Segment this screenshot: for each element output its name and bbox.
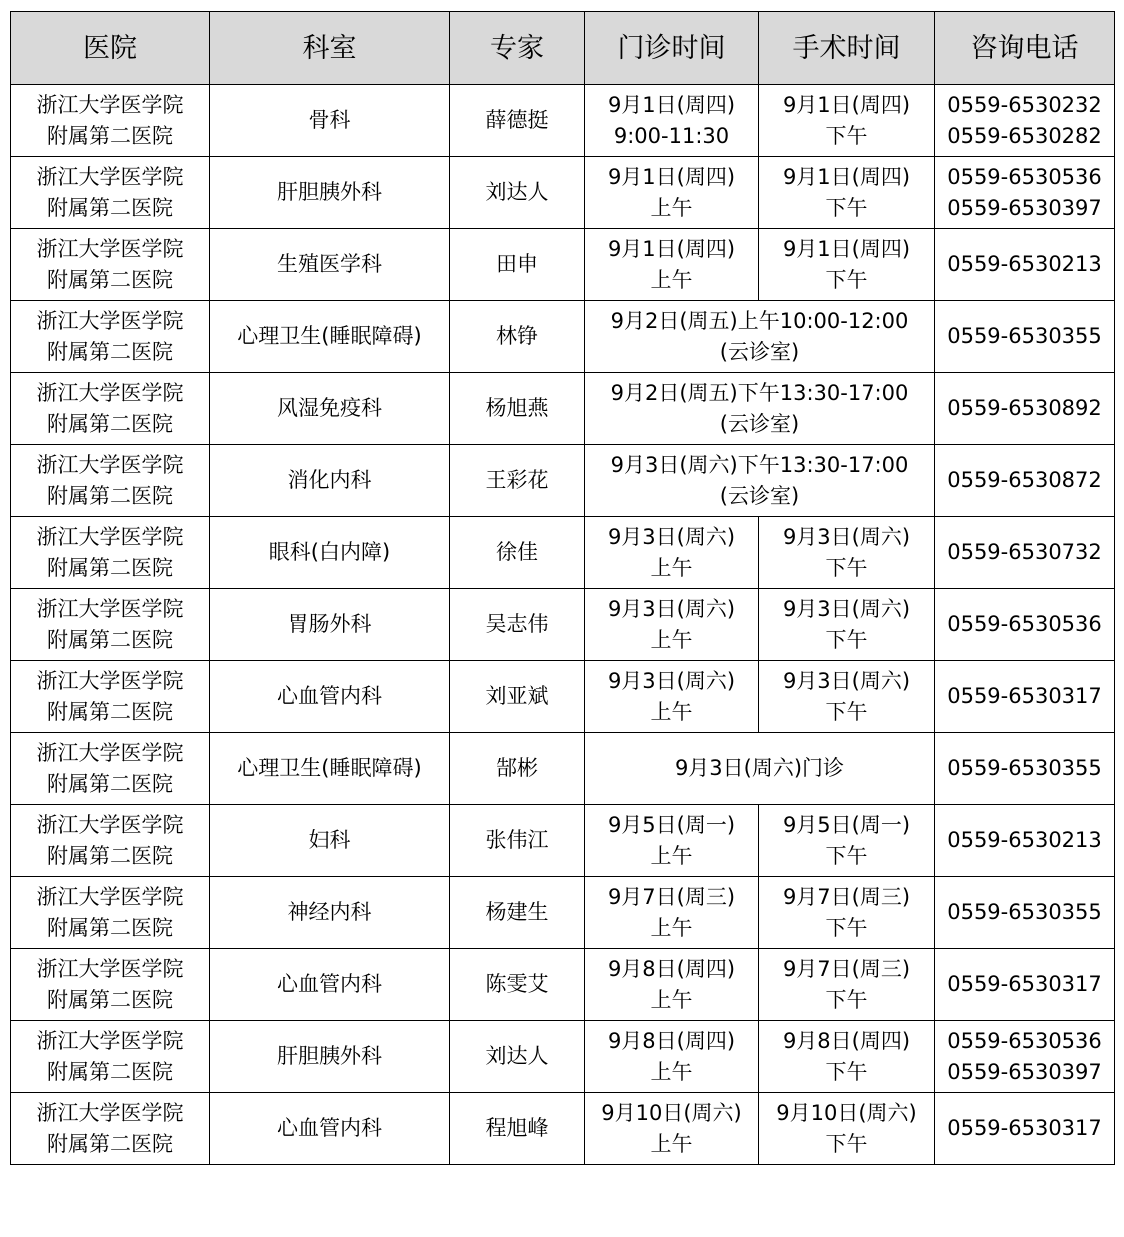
department-cell: 心血管内科 [210,661,450,733]
expert-cell: 刘达人 [450,1021,585,1093]
surgery-time-cell-line: 下午 [825,1059,868,1084]
department-cell: 心理卫生(睡眠障碍) [210,733,450,805]
phone-cell-line: 0559-6530397 [947,195,1102,220]
surgery-time-cell-line: 9月3日(周六) [782,668,911,693]
table-row [11,85,1115,157]
clinic-time-cell [585,229,759,301]
clinic-time-cell [585,877,759,949]
hospital-cell [11,589,210,661]
phone-cell [935,805,1115,877]
hospital-cell-line: 浙江大学医学院 [36,236,184,261]
phone-cell [935,517,1115,589]
hospital-cell-line: 浙江大学医学院 [36,92,184,117]
department-cell: 心血管内科 [210,1093,450,1165]
hospital-cell [11,229,210,301]
phone-cell [935,157,1115,229]
hospital-cell-line: 附属第二医院 [47,267,173,292]
header-row [11,12,1115,85]
hospital-cell-line: 浙江大学医学院 [36,1028,184,1053]
phone-cell-line: 0559-6530892 [947,396,1102,420]
phone-cell-line: 0559-6530397 [947,1059,1102,1084]
expert-cell: 田申 [450,229,585,301]
clinic-time-cell-line: 9月1日(周四) [607,236,736,261]
surgery-time-cell-line: 下午 [825,699,868,724]
department-cell: 妇科 [210,805,450,877]
department-cell: 消化内科 [210,445,450,517]
hospital-cell [11,517,210,589]
phone-cell-line: 0559-6530213 [947,828,1102,852]
hospital-cell [11,1021,210,1093]
clinic-time-cell [585,805,759,877]
clinic-time-cell-line: 上午 [650,1059,693,1084]
hospital-cell [11,85,210,157]
table-row [11,949,1115,1021]
header-expert: 专家 [450,12,585,85]
surgery-time-cell-line: 9月1日(周四) [782,92,911,117]
hospital-cell-line: 附属第二医院 [47,1131,173,1156]
hospital-cell-line: 附属第二医院 [47,843,173,868]
table-row [11,229,1115,301]
phone-cell-line: 0559-6530872 [947,468,1102,492]
hospital-cell-line: 附属第二医院 [47,555,173,580]
expert-cell: 刘达人 [450,157,585,229]
hospital-cell-line: 浙江大学医学院 [36,740,184,765]
department-cell: 眼科(白内障) [210,517,450,589]
clinic-time-cell-line: 上午 [650,195,693,220]
surgery-time-cell-line: 下午 [825,1131,868,1156]
surgery-time-cell-line: 下午 [825,627,868,652]
table-row [11,1093,1115,1165]
hospital-cell-line: 浙江大学医学院 [36,884,184,909]
surgery-time-cell-line: 9月7日(周三) [782,884,911,909]
hospital-cell-line: 附属第二医院 [47,987,173,1012]
clinic-time-cell-line: 上午 [650,915,693,940]
surgery-time-cell-line: 9月1日(周四) [782,236,911,261]
expert-cell: 郜彬 [450,733,585,805]
surgery-time-cell [759,877,935,949]
department-cell: 心理卫生(睡眠障碍) [210,301,450,373]
clinic-time-cell-line: 上午 [650,699,693,724]
merged-time-cell-line: 9月3日(周六)门诊 [674,756,845,780]
clinic-time-cell-line: 上午 [650,555,693,580]
surgery-time-cell-line: 9月7日(周三) [782,956,911,981]
hospital-cell-line: 浙江大学医学院 [36,524,184,549]
expert-cell: 徐佳 [450,517,585,589]
hospital-cell-line: 浙江大学医学院 [36,164,184,189]
merged-time-cell [585,373,935,445]
expert-schedule-table [10,11,1115,1165]
surgery-time-cell [759,157,935,229]
clinic-time-cell [585,1021,759,1093]
clinic-time-cell-line: 9月10日(周六) [601,1100,742,1125]
department-cell: 肝胆胰外科 [210,157,450,229]
phone-cell [935,301,1115,373]
table-row [11,733,1115,805]
expert-cell: 张伟江 [450,805,585,877]
phone-cell [935,949,1115,1021]
surgery-time-cell-line: 下午 [825,987,868,1012]
surgery-time-cell [759,589,935,661]
clinic-time-cell-line: 9:00-11:30 [613,123,730,148]
clinic-time-cell-line: 上午 [650,843,693,868]
clinic-time-cell [585,157,759,229]
department-cell: 胃肠外科 [210,589,450,661]
surgery-time-cell-line: 9月8日(周四) [782,1028,911,1053]
clinic-time-cell-line: 9月1日(周四) [607,92,736,117]
merged-time-cell [585,733,935,805]
hospital-cell [11,949,210,1021]
phone-cell-line: 0559-6530317 [947,1116,1102,1140]
header-department: 科室 [210,12,450,85]
hospital-cell-line: 附属第二医院 [47,411,173,436]
table-header [11,12,1115,85]
expert-cell: 陈雯艾 [450,949,585,1021]
surgery-time-cell-line: 9月10日(周六) [776,1100,917,1125]
table-row [11,445,1115,517]
merged-time-cell-line: (云诊室) [719,339,800,364]
department-cell: 风湿免疫科 [210,373,450,445]
phone-cell [935,877,1115,949]
hospital-cell [11,661,210,733]
phone-cell-line: 0559-6530282 [947,123,1102,148]
surgery-time-cell-line: 9月3日(周六) [782,524,911,549]
expert-cell: 薛德挺 [450,85,585,157]
phone-cell [935,373,1115,445]
merged-time-cell-line: 9月3日(周六)下午13:30-17:00 [610,452,909,477]
hospital-cell-line: 浙江大学医学院 [36,452,184,477]
surgery-time-cell [759,1021,935,1093]
table-body [11,85,1115,1165]
phone-cell [935,85,1115,157]
hospital-cell [11,1093,210,1165]
clinic-time-cell-line: 上午 [650,267,693,292]
expert-cell: 杨建生 [450,877,585,949]
clinic-time-cell-line: 上午 [650,627,693,652]
clinic-time-cell-line: 9月1日(周四) [607,164,736,189]
phone-cell [935,1021,1115,1093]
merged-time-cell-line: (云诊室) [719,411,800,436]
hospital-cell-line: 浙江大学医学院 [36,596,184,621]
hospital-cell-line: 附属第二医院 [47,699,173,724]
hospital-cell-line: 浙江大学医学院 [36,956,184,981]
surgery-time-cell [759,805,935,877]
clinic-time-cell [585,949,759,1021]
clinic-time-cell-line: 9月3日(周六) [607,596,736,621]
header-surgery-time: 手术时间 [759,12,935,85]
surgery-time-cell [759,229,935,301]
clinic-time-cell-line: 9月5日(周一) [607,812,736,837]
phone-cell-line: 0559-6530317 [947,972,1102,996]
hospital-cell-line: 附属第二医院 [47,1059,173,1084]
expert-cell: 吴志伟 [450,589,585,661]
surgery-time-cell [759,661,935,733]
expert-cell: 刘亚斌 [450,661,585,733]
phone-cell-line: 0559-6530536 [947,612,1102,636]
merged-time-cell-line: (云诊室) [719,483,800,508]
table-row [11,661,1115,733]
expert-cell: 程旭峰 [450,1093,585,1165]
surgery-time-cell [759,949,935,1021]
phone-cell-line: 0559-6530213 [947,252,1102,276]
surgery-time-cell-line: 9月1日(周四) [782,164,911,189]
department-cell: 生殖医学科 [210,229,450,301]
phone-cell [935,733,1115,805]
clinic-time-cell-line: 上午 [650,1131,693,1156]
hospital-cell-line: 浙江大学医学院 [36,308,184,333]
hospital-cell [11,445,210,517]
phone-cell-line: 0559-6530317 [947,684,1102,708]
hospital-cell-line: 附属第二医院 [47,771,173,796]
clinic-time-cell [585,589,759,661]
department-cell: 心血管内科 [210,949,450,1021]
surgery-time-cell-line: 下午 [825,843,868,868]
merged-time-cell [585,301,935,373]
phone-cell-line: 0559-6530536 [947,164,1102,189]
clinic-time-cell-line: 9月3日(周六) [607,524,736,549]
clinic-time-cell-line: 9月3日(周六) [607,668,736,693]
expert-cell: 王彩花 [450,445,585,517]
hospital-cell [11,373,210,445]
surgery-time-cell-line: 下午 [825,555,868,580]
department-cell: 神经内科 [210,877,450,949]
clinic-time-cell [585,517,759,589]
merged-time-cell [585,445,935,517]
table-row [11,373,1115,445]
clinic-time-cell [585,661,759,733]
hospital-cell-line: 附属第二医院 [47,195,173,220]
hospital-cell-line: 浙江大学医学院 [36,812,184,837]
phone-cell [935,661,1115,733]
phone-cell-line: 0559-6530355 [947,900,1102,924]
merged-time-cell-line: 9月2日(周五)下午13:30-17:00 [610,380,909,405]
hospital-cell [11,805,210,877]
department-cell: 肝胆胰外科 [210,1021,450,1093]
header-hospital: 医院 [11,12,210,85]
table-row [11,805,1115,877]
phone-cell [935,589,1115,661]
surgery-time-cell [759,517,935,589]
phone-cell-line: 0559-6530355 [947,756,1102,780]
clinic-time-cell-line: 9月7日(周三) [607,884,736,909]
surgery-time-cell [759,85,935,157]
table-row [11,517,1115,589]
surgery-time-cell-line: 9月3日(周六) [782,596,911,621]
clinic-time-cell [585,85,759,157]
header-clinic-time: 门诊时间 [585,12,759,85]
hospital-cell-line: 附属第二医院 [47,123,173,148]
hospital-cell-line: 附属第二医院 [47,483,173,508]
phone-cell-line: 0559-6530232 [947,92,1102,117]
table-row [11,589,1115,661]
department-cell: 骨科 [210,85,450,157]
hospital-cell-line: 附属第二医院 [47,627,173,652]
phone-cell-line: 0559-6530355 [947,324,1102,348]
clinic-time-cell-line: 9月8日(周四) [607,956,736,981]
phone-cell [935,445,1115,517]
hospital-cell-line: 浙江大学医学院 [36,380,184,405]
hospital-cell-line: 附属第二医院 [47,915,173,940]
phone-cell [935,229,1115,301]
table-row [11,301,1115,373]
surgery-time-cell-line: 下午 [825,915,868,940]
phone-cell-line: 0559-6530536 [947,1028,1102,1053]
hospital-cell-line: 浙江大学医学院 [36,1100,184,1125]
expert-cell: 林铮 [450,301,585,373]
surgery-time-cell-line: 下午 [825,267,868,292]
clinic-time-cell-line: 9月8日(周四) [607,1028,736,1053]
phone-cell [935,1093,1115,1165]
table-row [11,157,1115,229]
table-row [11,877,1115,949]
hospital-cell [11,733,210,805]
hospital-cell [11,301,210,373]
surgery-time-cell [759,1093,935,1165]
surgery-time-cell-line: 9月5日(周一) [782,812,911,837]
surgery-time-cell-line: 下午 [825,123,868,148]
merged-time-cell-line: 9月2日(周五)上午10:00-12:00 [610,308,909,333]
table-row [11,1021,1115,1093]
hospital-cell [11,157,210,229]
clinic-time-cell [585,1093,759,1165]
clinic-time-cell-line: 上午 [650,987,693,1012]
hospital-cell [11,877,210,949]
phone-cell-line: 0559-6530732 [947,540,1102,564]
header-phone: 咨询电话 [935,12,1115,85]
expert-cell: 杨旭燕 [450,373,585,445]
hospital-cell-line: 浙江大学医学院 [36,668,184,693]
hospital-cell-line: 附属第二医院 [47,339,173,364]
surgery-time-cell-line: 下午 [825,195,868,220]
